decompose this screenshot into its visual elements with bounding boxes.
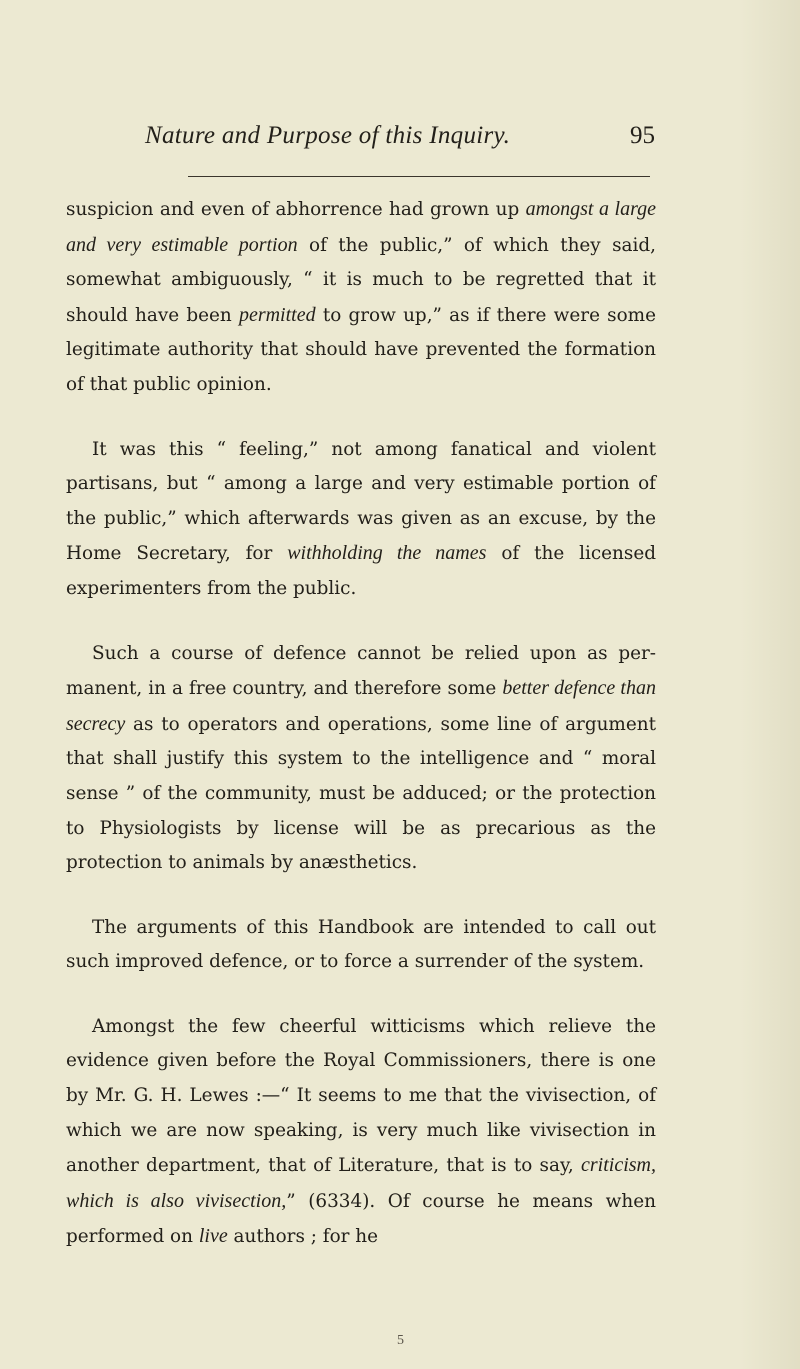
italic-phrase: criticism, which is also vivisection, bbox=[66, 1154, 656, 1212]
page-header bbox=[145, 122, 655, 162]
text-run: of the licensed experimenters from the public. bbox=[66, 543, 656, 599]
text-run: Amongst the few cheerful witticisms which relieve the evidence given before the Royal Commissioners, there is one by Mr. G. H. Lewes :—“ It seems to me that the vivisection, of which we are now speaking, is very much like vivisection in another department, that of Literature, that is to say, bbox=[66, 1015, 656, 1177]
text-run: It was this “ feeling,” not among fanatical and violent partisans, but “ among a large and very estimable portion of the public,” which afterwards was given as an excuse, by the Home Secretary, for bbox=[66, 438, 656, 565]
paragraph bbox=[66, 911, 656, 980]
text-run: suspicion and even of abhorrence had grown up bbox=[66, 199, 526, 220]
text-run: of the public,” of which they said, somewhat ambiguously, “ it is much to be regretted that it should have been bbox=[66, 234, 656, 326]
page-number: 95 bbox=[630, 122, 655, 149]
paragraph bbox=[66, 637, 656, 881]
italic-phrase: permitted bbox=[238, 303, 316, 326]
body-text bbox=[66, 192, 656, 1285]
signature-mark: 5 bbox=[397, 1333, 404, 1348]
text-run: authors ; for he bbox=[227, 1226, 379, 1248]
paragraph bbox=[66, 433, 656, 607]
italic-phrase: withholding the names bbox=[287, 542, 487, 565]
page-edge-shading bbox=[740, 0, 800, 1369]
text-run: to grow up,” as if there were some legitimate authority that should have prevented the formation of that public opinion. bbox=[66, 304, 656, 395]
text-run: The arguments of this Handbook are intended to call out such improved defence, or to force a surrender of the system. bbox=[66, 916, 656, 973]
text-run: Such a course of defence cannot be relied upon as permanent, in a free country, and therefore some bbox=[66, 642, 656, 700]
paragraph bbox=[66, 1010, 656, 1255]
running-head: Nature and Purpose of this Inquiry. bbox=[145, 122, 511, 149]
text-run: ” (6334). Of course he means when performed on bbox=[66, 1190, 656, 1248]
paragraph bbox=[66, 192, 656, 403]
italic-phrase: amongst a large and very estimable portion bbox=[66, 198, 656, 256]
italic-phrase: better defence than secrecy bbox=[66, 677, 656, 735]
text-run: as to operators and operations, some line of argument that shall justify this system to the intelligence and “ moral sense ” of the community, must be adduced; or the protection to Physiologists by license will be as precarious as the protection to animals by anæsthetics. bbox=[66, 713, 656, 874]
header-rule bbox=[188, 176, 650, 177]
italic-phrase: live bbox=[198, 1225, 228, 1248]
